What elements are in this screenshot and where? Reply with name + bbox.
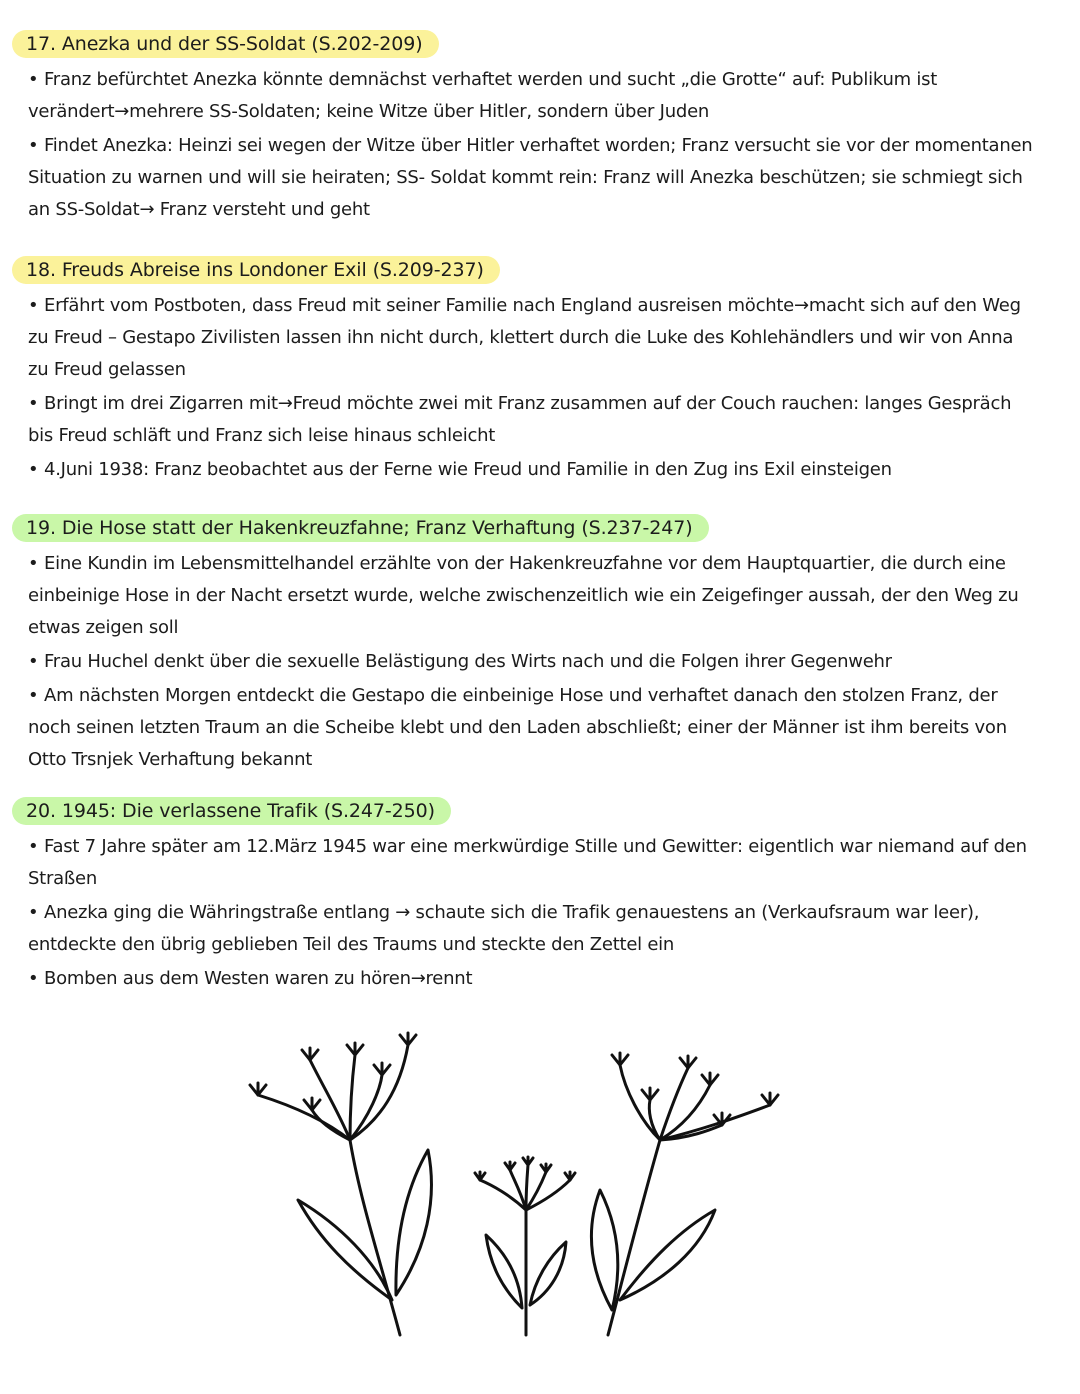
bullet-item: • Bomben aus dem Westen waren zu hören→rennt [28, 968, 473, 989]
bullet-item: • 4.Juni 1938: Franz beobachtet aus der Ferne wie Freud und Familie in den Zug ins Exil einsteigen [28, 459, 892, 480]
bullet-list [28, 831, 1038, 995]
bullet-item: • Frau Huchel denkt über die sexuelle Belästigung des Wirts nach und die Folgen ihrer Gegenwehr [28, 651, 892, 672]
bullet-list [28, 548, 1038, 776]
section-18 [28, 256, 1038, 488]
section-17 [28, 30, 1038, 228]
bullet-item: • Erfährt vom Postboten, dass Freud mit seiner Familie nach England ausreisen möchte→macht sich auf den Weg zu Freud – Gestapo Zivilisten lassen ihn nicht durch, klettert durch die Luke des Kohlehändlers und wir von Anna zu Freud gelassen [28, 295, 1021, 380]
middle-flower-icon [475, 1157, 575, 1335]
bullet-item: • Franz befürchtet Anezka könnte demnächst verhaftet werden und sucht „die Grotte“ auf: Publikum ist verändert→mehrere SS-Soldaten; keine Witze über Hitler, sondern über Juden [28, 69, 938, 122]
bullet-list [28, 290, 1038, 486]
section-heading: 19. Die Hose statt der Hakenkreuzfahne; Franz Verhaftung (S.237-247) [12, 514, 709, 542]
left-flower-icon [250, 1033, 431, 1335]
right-flower-icon [591, 1053, 778, 1335]
section-heading: 17. Anezka und der SS-Soldat (S.202-209) [12, 30, 439, 58]
bullet-item: • Findet Anezka: Heinzi sei wegen der Witze über Hitler verhaftet worden; Franz versucht sie vor der momentanen Situation zu warnen und will sie heiraten; SS- Soldat kommt rein: Franz will Anezka beschützen; sie schmiegt sich an SS-Soldat→ Franz versteht und geht [28, 135, 1033, 220]
section-heading: 18. Freuds Abreise ins Londoner Exil (S.209-237) [12, 256, 500, 284]
bullet-item: • Bringt im drei Zigarren mit→Freud möchte zwei mit Franz zusammen auf der Couch rauchen: langes Gespräch bis Freud schläft und Franz sich leise hinaus schleicht [28, 393, 1012, 446]
section-19 [28, 514, 1038, 778]
section-heading: 20. 1945: Die verlassene Trafik (S.247-250) [12, 797, 451, 825]
bullet-item: • Eine Kundin im Lebensmittelhandel erzählte von der Hakenkreuzfahne vor dem Hauptquartier, die durch eine einbeinige Hose in der Nacht ersetzt wurde, welche zwischenzeitlich wie ein Zeigefinger aussah, der den Weg zu etwas zeigen soll [28, 553, 1019, 638]
section-20 [28, 797, 1038, 997]
bullet-item: • Fast 7 Jahre später am 12.März 1945 war eine merkwürdige Stille und Gewitter: eigentlich war niemand auf den Straßen [28, 836, 1027, 889]
bullet-list [28, 64, 1038, 226]
flowers-drawing-icon [230, 1030, 790, 1350]
bullet-item: • Am nächsten Morgen entdeckt die Gestapo die einbeinige Hose und verhaftet danach den stolzen Franz, der noch seinen letzten Traum an die Scheibe klebt und den Laden abschließt; einer der Männer ist ihm bereits von Otto Trsnjek Verhaftung bekannt [28, 685, 1007, 770]
bullet-item: • Anezka ging die Währingstraße entlang → schaute sich die Trafik genauestens an (Verkaufsraum war leer), entdeckte den übrig geblieben Teil des Traums und steckte den Zettel ein [28, 902, 980, 955]
